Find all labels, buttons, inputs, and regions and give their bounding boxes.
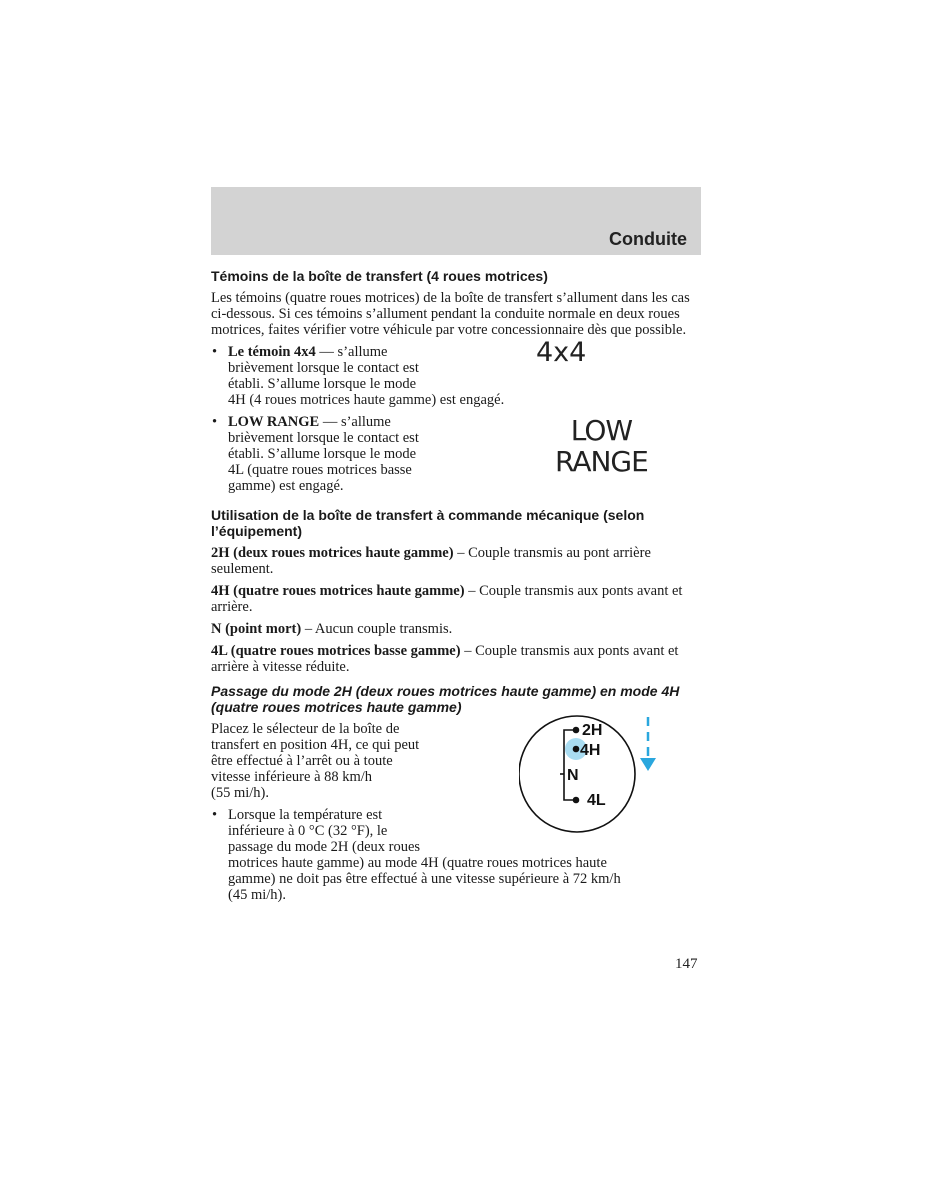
page-number: 147 — [675, 956, 698, 972]
bullet-line: Lorsque la température est — [228, 807, 383, 823]
mode-label: 4L (quatre roues motrices basse gamme) — [211, 643, 461, 659]
mode-n — [211, 621, 691, 637]
bullet-row — [228, 414, 691, 494]
bullet-text — [228, 414, 478, 494]
mode-text: – Couple transmis aux ponts avant et arrière. — [211, 583, 683, 615]
header-band — [211, 187, 701, 255]
bullet-line: brièvement lorsque le contact est — [228, 360, 419, 376]
bullet-label: Le témoin 4x4 — [228, 344, 316, 360]
manual-transfer-case-heading: Utilisation de la boîte de transfert à commande mécanique (selon l’équipement) — [211, 507, 645, 539]
bullet-line: — s’allume — [319, 414, 391, 430]
para-line: (55 mi/h). — [211, 785, 269, 801]
position-dot-4l — [573, 797, 580, 804]
bullet-label: LOW RANGE — [228, 414, 320, 430]
bullet-line: 4H (4 roues motrices haute gamme) est engagé. — [228, 392, 505, 408]
bullet-line: motrices haute gamme) au mode 4H (quatre roues motrices haute — [228, 855, 607, 871]
mode-text: – Aucun couple transmis. — [301, 621, 453, 637]
bullet-line: gamme) ne doit pas être effectué à une vitesse supérieure à 72 km/h — [228, 871, 621, 887]
bullet-low-range-lamp — [211, 414, 691, 494]
para-line: être effectué à l’arrêt ou à toute — [211, 753, 393, 769]
bullet-line: établi. S’allume lorsque le mode — [228, 376, 417, 392]
arrow-down-icon — [640, 717, 656, 771]
bullet-line: (45 mi/h). — [228, 887, 286, 903]
page-content — [211, 268, 691, 903]
label-4h: 4H — [580, 742, 601, 759]
mode-label: N (point mort) — [211, 621, 302, 637]
transfer-case-lamps-heading: Témoins de la boîte de transfert (4 roues motrices) — [211, 268, 548, 284]
position-dot-4h — [573, 746, 580, 753]
lamp-low-line: LOW — [570, 414, 633, 447]
bullet-line: gamme) est engagé. — [228, 478, 344, 494]
bullet-line: brièvement lorsque le contact est — [228, 430, 419, 446]
para-line: Placez le sélecteur de la boîte de — [211, 721, 400, 737]
para-line: transfert en position 4H, ce qui peut — [211, 737, 420, 753]
position-dot-2h — [573, 727, 580, 734]
section-title: Conduite — [609, 229, 687, 249]
bullet-text-top — [228, 344, 478, 392]
bullet-dot: • — [212, 344, 218, 360]
bullet-line: inférieure à 0 °C (32 °F), le — [228, 823, 388, 839]
shift-pattern-diagram — [519, 715, 669, 840]
shift-instructions — [211, 721, 691, 903]
bullet-row — [228, 337, 691, 392]
mode-text: – Couple transmis aux ponts avant et arrière à vitesse réduite. — [211, 643, 679, 675]
mode-label: 4H (quatre roues motrices haute gamme) — [211, 583, 465, 599]
bullet-dot: • — [212, 414, 218, 430]
bullet-4x4-lamp — [211, 337, 691, 408]
bullet-line: établi. S’allume lorsque le mode — [228, 446, 417, 462]
mode-label: 2H (deux roues motrices haute gamme) — [211, 545, 454, 561]
bullet-line: passage du mode 2H (deux roues — [228, 839, 421, 855]
lamp-low-range-indicator — [555, 415, 648, 477]
label-n: N — [567, 767, 579, 784]
mode-4l — [211, 643, 691, 675]
bullet-line: 4L (quatre roues motrices basse — [228, 462, 412, 478]
label-4l: 4L — [587, 792, 606, 809]
mode-4h — [211, 583, 691, 615]
lamp-4x4-indicator: 4x4 — [536, 337, 587, 368]
lamps-intro: Les témoins (quatre roues motrices) de la boîte de transfert s’allument dans les cas ci-dessous. Si ces témoins s’allument pendant la conduite normale en deux roues motrices, faites vérifier votre véhicule par votre concessionnaire dès que possible. — [211, 290, 690, 338]
mode-text: – Couple transmis au pont arrière seulement. — [211, 545, 651, 577]
mode-2h — [211, 545, 691, 577]
para-line: vitesse inférieure à 88 km/h — [211, 769, 373, 785]
label-2h: 2H — [582, 722, 603, 739]
lamp-range-line: RANGE — [555, 445, 648, 478]
bullet-line: — s’allume — [315, 344, 388, 360]
bullet-dot: • — [212, 807, 218, 823]
shift-2h-4h-heading: Passage du mode 2H (deux roues motrices haute gamme) en mode 4H (quatre roues motrices haute gamme) — [211, 683, 680, 715]
